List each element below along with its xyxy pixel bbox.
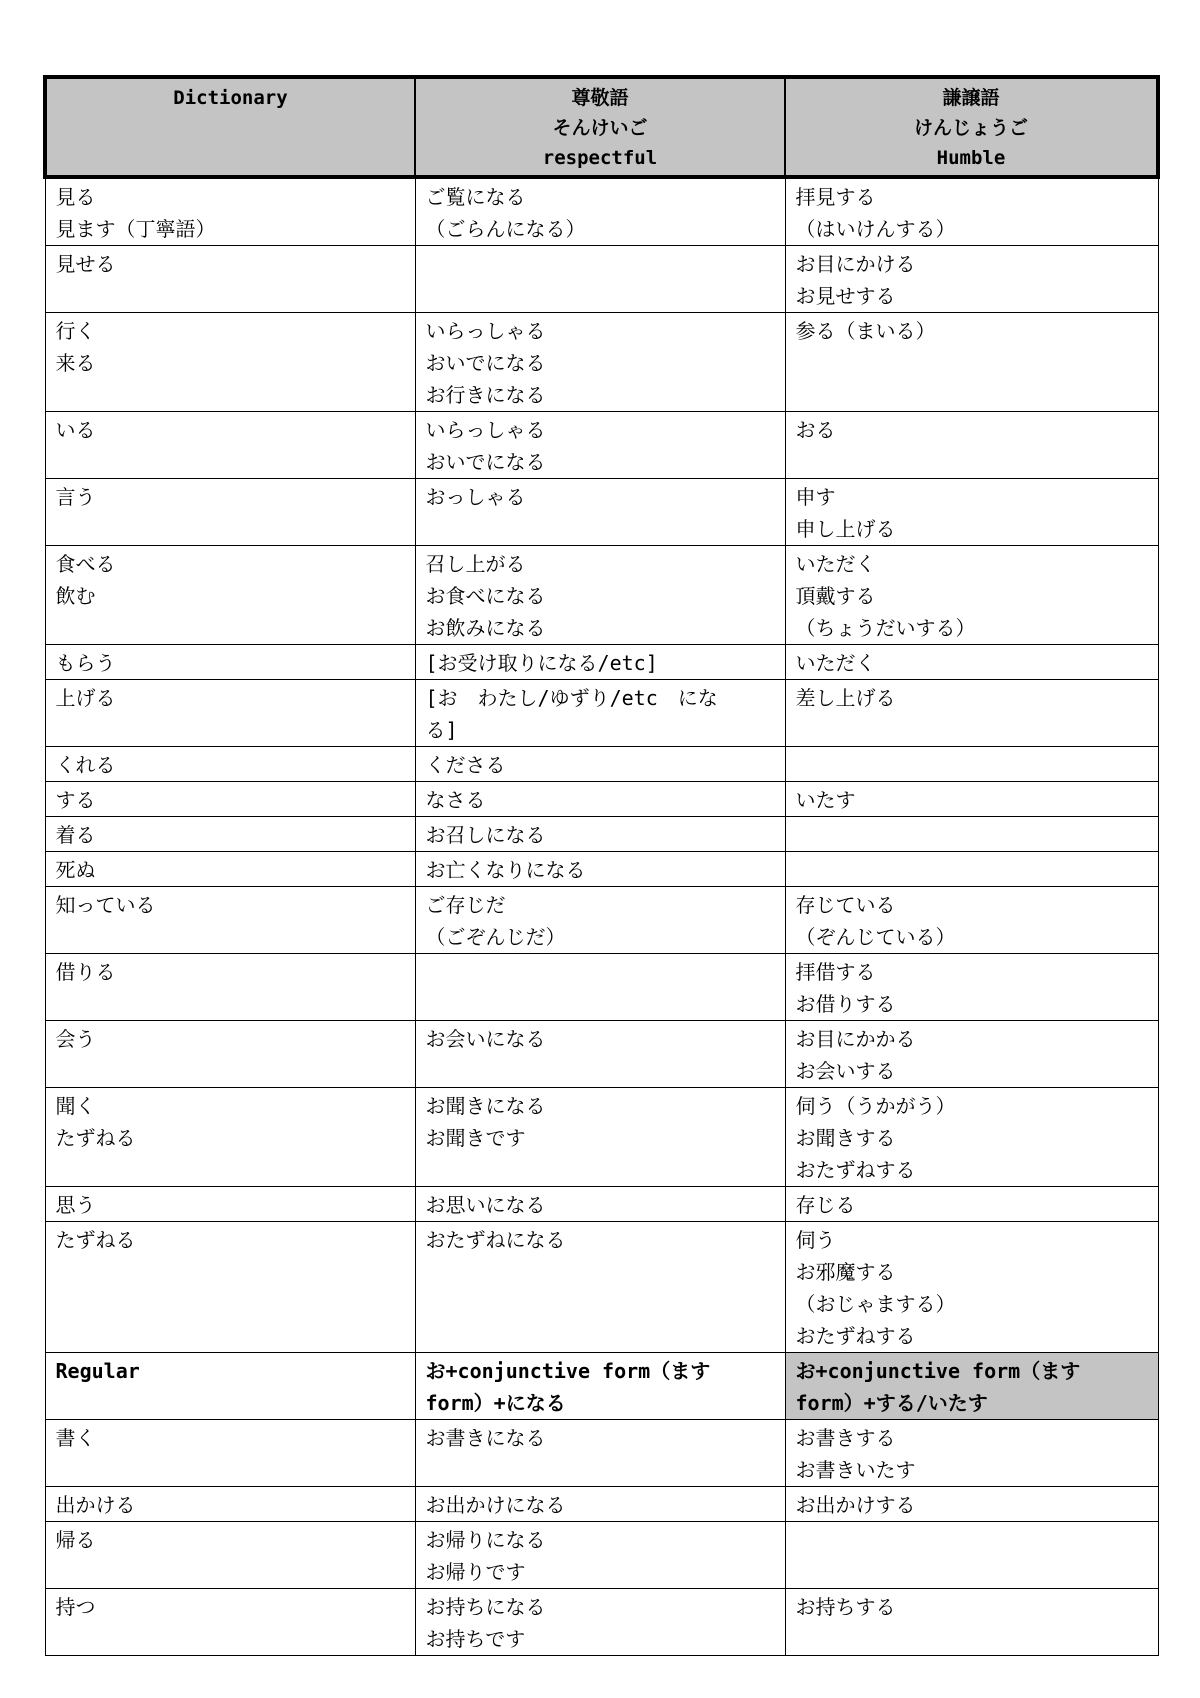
cell-line: form）+する/いたす (795, 1391, 988, 1415)
cell-dictionary (45, 1021, 415, 1088)
cell-respectful (415, 1589, 785, 1656)
header-row (45, 77, 1158, 177)
cell-respectful (415, 479, 785, 546)
cell-line: [お わたし/ゆずり/etc にな (425, 686, 718, 710)
cell-humble (785, 1487, 1158, 1522)
cell-line: 行く (55, 319, 96, 343)
cell-line: お聞きになる (425, 1094, 546, 1118)
header-dictionary (45, 77, 415, 177)
cell-line: いただく (795, 651, 876, 675)
cell-line: お邪魔する (795, 1260, 896, 1284)
cell-line: 尊敬語 (571, 87, 629, 109)
cell-line: お+conjunctive form（ます (425, 1359, 711, 1383)
cell-humble (785, 887, 1158, 954)
cell-line: お帰りです (425, 1560, 526, 1584)
cell-dictionary (45, 1420, 415, 1487)
cell-line: お出かけになる (425, 1493, 566, 1517)
cell-humble (785, 782, 1158, 817)
cell-humble (785, 246, 1158, 313)
cell-dictionary (45, 1487, 415, 1522)
cell-line: お行きになる (425, 383, 546, 407)
cell-line: 見る (55, 185, 96, 209)
cell-line: お見せする (795, 284, 896, 308)
cell-respectful (415, 817, 785, 852)
cell-dictionary (45, 954, 415, 1021)
cell-line: 見せる (55, 252, 116, 276)
cell-line: 帰る (55, 1528, 96, 1552)
cell-line: お食べになる (425, 584, 546, 608)
table-row (45, 1487, 1158, 1522)
cell-line: おる (795, 418, 836, 442)
empty-line (796, 819, 1148, 851)
cell-dictionary (45, 1589, 415, 1656)
header-respectful (415, 77, 785, 177)
cell-dictionary (45, 479, 415, 546)
cell-dictionary (45, 313, 415, 412)
cell-line: けんじょうご (913, 117, 1028, 139)
cell-respectful (415, 1088, 785, 1187)
cell-line: なさる (425, 788, 486, 812)
cell-dictionary (45, 887, 415, 954)
cell-line: 存じている (795, 893, 896, 917)
cell-line: ご存じだ (425, 893, 506, 917)
cell-respectful (415, 1420, 785, 1487)
cell-respectful (415, 954, 785, 1021)
cell-line: 持つ (55, 1595, 96, 1619)
cell-line: お帰りになる (425, 1528, 546, 1552)
cell-respectful (415, 1222, 785, 1353)
table-row (45, 177, 1158, 246)
cell-line: る] (425, 718, 458, 742)
cell-humble (785, 954, 1158, 1021)
cell-humble (785, 1222, 1158, 1353)
cell-line: 伺う (795, 1228, 836, 1252)
cell-respectful (415, 887, 785, 954)
cell-line: form）+になる (425, 1391, 566, 1415)
cell-dictionary (45, 546, 415, 645)
cell-line: 拝借する (795, 960, 876, 984)
cell-line: お出かけする (795, 1493, 916, 1517)
cell-humble (785, 546, 1158, 645)
cell-respectful (415, 1487, 785, 1522)
cell-line: 飲む (55, 584, 96, 608)
cell-line: （ちょうだいする） (795, 616, 976, 640)
cell-line: おたずねする (795, 1324, 916, 1348)
cell-line: くださる (425, 753, 506, 777)
cell-line: 存じる (795, 1193, 856, 1217)
cell-humble (785, 1420, 1158, 1487)
cell-line: おっしゃる (425, 485, 526, 509)
cell-line: 伺う（うかがう） (795, 1094, 956, 1118)
cell-line: おたずねになる (425, 1228, 566, 1252)
cell-line: 食べる (55, 552, 116, 576)
cell-line: Humble (936, 147, 1006, 169)
table-row (45, 1187, 1158, 1222)
cell-line: おたずねする (795, 1158, 916, 1182)
table-row (45, 887, 1158, 954)
cell-line: 差し上げる (795, 686, 896, 710)
cell-dictionary (45, 177, 415, 246)
cell-line: 申し上げる (795, 517, 896, 541)
cell-humble (785, 1021, 1158, 1088)
cell-respectful (415, 645, 785, 680)
cell-line: 出かける (55, 1493, 136, 1517)
cell-line: いらっしゃる (425, 418, 546, 442)
cell-line: 書く (55, 1426, 96, 1450)
cell-line: いらっしゃる (425, 319, 546, 343)
table-row (45, 852, 1158, 887)
cell-humble (785, 1589, 1158, 1656)
cell-humble (785, 747, 1158, 782)
cell-humble (785, 645, 1158, 680)
cell-respectful (415, 246, 785, 313)
cell-line: 拝見する (795, 185, 876, 209)
cell-dictionary (45, 817, 415, 852)
cell-line: お書きする (795, 1426, 896, 1450)
cell-dictionary (45, 645, 415, 680)
cell-line: 思う (55, 1193, 96, 1217)
cell-respectful (415, 1021, 785, 1088)
empty-line (426, 956, 775, 988)
cell-humble (785, 852, 1158, 887)
cell-line: お目にかかる (795, 1027, 916, 1051)
cell-line: 知っている (55, 893, 156, 917)
table-row (45, 747, 1158, 782)
cell-line: 召し上がる (425, 552, 526, 576)
keigo-table (43, 75, 1160, 1656)
cell-respectful (415, 313, 785, 412)
table-row (45, 680, 1158, 747)
cell-line: 来る (55, 351, 96, 375)
cell-line: 借りる (55, 960, 116, 984)
cell-line: 聞く (55, 1094, 96, 1118)
cell-line: 言う (55, 485, 96, 509)
cell-respectful (415, 1353, 785, 1420)
cell-line: （はいけんする） (795, 217, 956, 241)
cell-dictionary (45, 1222, 415, 1353)
table-row (45, 1088, 1158, 1187)
table-row (45, 1420, 1158, 1487)
cell-line: お書きいたす (795, 1458, 916, 1482)
cell-respectful (415, 1522, 785, 1589)
cell-line: お持ちになる (425, 1595, 546, 1619)
cell-line: Regular (55, 1359, 140, 1383)
cell-line: もらう (55, 651, 116, 675)
cell-line: 謙譲語 (942, 87, 1000, 109)
cell-line: お会いする (795, 1059, 896, 1083)
table-row (45, 546, 1158, 645)
cell-line: お会いになる (425, 1027, 546, 1051)
cell-line: [お受け取りになる/etc] (425, 651, 658, 675)
cell-dictionary (45, 246, 415, 313)
cell-humble (785, 817, 1158, 852)
cell-line: 参る（まいる） (795, 319, 936, 343)
cell-dictionary (45, 680, 415, 747)
table-row (45, 782, 1158, 817)
cell-humble (785, 1353, 1158, 1420)
table-row (45, 1353, 1158, 1420)
cell-line: お思いになる (425, 1193, 546, 1217)
cell-humble (785, 1522, 1158, 1589)
table-row (45, 412, 1158, 479)
cell-humble (785, 177, 1158, 246)
cell-line: くれる (55, 753, 116, 777)
cell-humble (785, 1187, 1158, 1222)
cell-dictionary (45, 747, 415, 782)
cell-line: 申す (795, 485, 836, 509)
cell-dictionary (45, 782, 415, 817)
cell-line: 見ます（丁寧語） (55, 217, 216, 241)
cell-line: お持ちする (795, 1595, 896, 1619)
cell-dictionary (45, 412, 415, 479)
table-row (45, 479, 1158, 546)
table-row (45, 313, 1158, 412)
header-humble (785, 77, 1158, 177)
cell-line: お借りする (795, 992, 896, 1016)
cell-line: する (55, 788, 96, 812)
cell-line: お目にかける (795, 252, 916, 276)
cell-respectful (415, 747, 785, 782)
cell-line: 上げる (55, 686, 116, 710)
cell-humble (785, 479, 1158, 546)
table-row (45, 1021, 1158, 1088)
cell-dictionary (45, 1522, 415, 1589)
cell-humble (785, 680, 1158, 747)
empty-line (796, 854, 1148, 886)
cell-line: Dictionary (173, 87, 288, 109)
cell-line: お飲みになる (425, 616, 546, 640)
table-row (45, 1589, 1158, 1656)
empty-line (796, 749, 1148, 781)
cell-respectful (415, 782, 785, 817)
cell-dictionary (45, 1353, 415, 1420)
cell-dictionary (45, 852, 415, 887)
cell-line: （おじゃまする） (795, 1292, 956, 1316)
cell-line: （ごらんになる） (425, 217, 586, 241)
cell-line: 死ぬ (55, 858, 96, 882)
cell-line: たずねる (55, 1126, 136, 1150)
cell-dictionary (45, 1187, 415, 1222)
cell-line: お+conjunctive form（ます (795, 1359, 1081, 1383)
empty-line (796, 1524, 1148, 1556)
cell-line: いる (55, 418, 96, 442)
cell-humble (785, 313, 1158, 412)
cell-line: respectful (542, 147, 658, 169)
table-row (45, 1222, 1158, 1353)
table-row (45, 645, 1158, 680)
cell-line: ご覧になる (425, 185, 526, 209)
table-row (45, 817, 1158, 852)
cell-line: お召しになる (425, 823, 546, 847)
table-body (45, 177, 1158, 1656)
cell-line: いただく (795, 552, 876, 576)
cell-line: そんけいご (552, 117, 648, 139)
cell-line: お聞きする (795, 1126, 896, 1150)
cell-line: 着る (55, 823, 96, 847)
empty-line (426, 248, 775, 280)
cell-line: おいでになる (425, 351, 546, 375)
cell-humble (785, 412, 1158, 479)
cell-line: お亡くなりになる (425, 858, 586, 882)
cell-respectful (415, 680, 785, 747)
cell-line: おいでになる (425, 450, 546, 474)
cell-dictionary (45, 1088, 415, 1187)
cell-humble (785, 1088, 1158, 1187)
cell-respectful (415, 177, 785, 246)
cell-line: お持ちです (425, 1627, 526, 1651)
cell-respectful (415, 1187, 785, 1222)
table-row (45, 1522, 1158, 1589)
cell-respectful (415, 852, 785, 887)
cell-line: お書きになる (425, 1426, 546, 1450)
cell-line: 会う (55, 1027, 96, 1051)
cell-line: 頂戴する (795, 584, 876, 608)
cell-line: （ぞんじている） (795, 925, 956, 949)
cell-respectful (415, 546, 785, 645)
table-row (45, 246, 1158, 313)
cell-line: お聞きです (425, 1126, 526, 1150)
cell-respectful (415, 412, 785, 479)
table-row (45, 954, 1158, 1021)
cell-line: （ごぞんじだ） (425, 925, 566, 949)
cell-line: たずねる (55, 1228, 136, 1252)
cell-line: いたす (795, 788, 856, 812)
